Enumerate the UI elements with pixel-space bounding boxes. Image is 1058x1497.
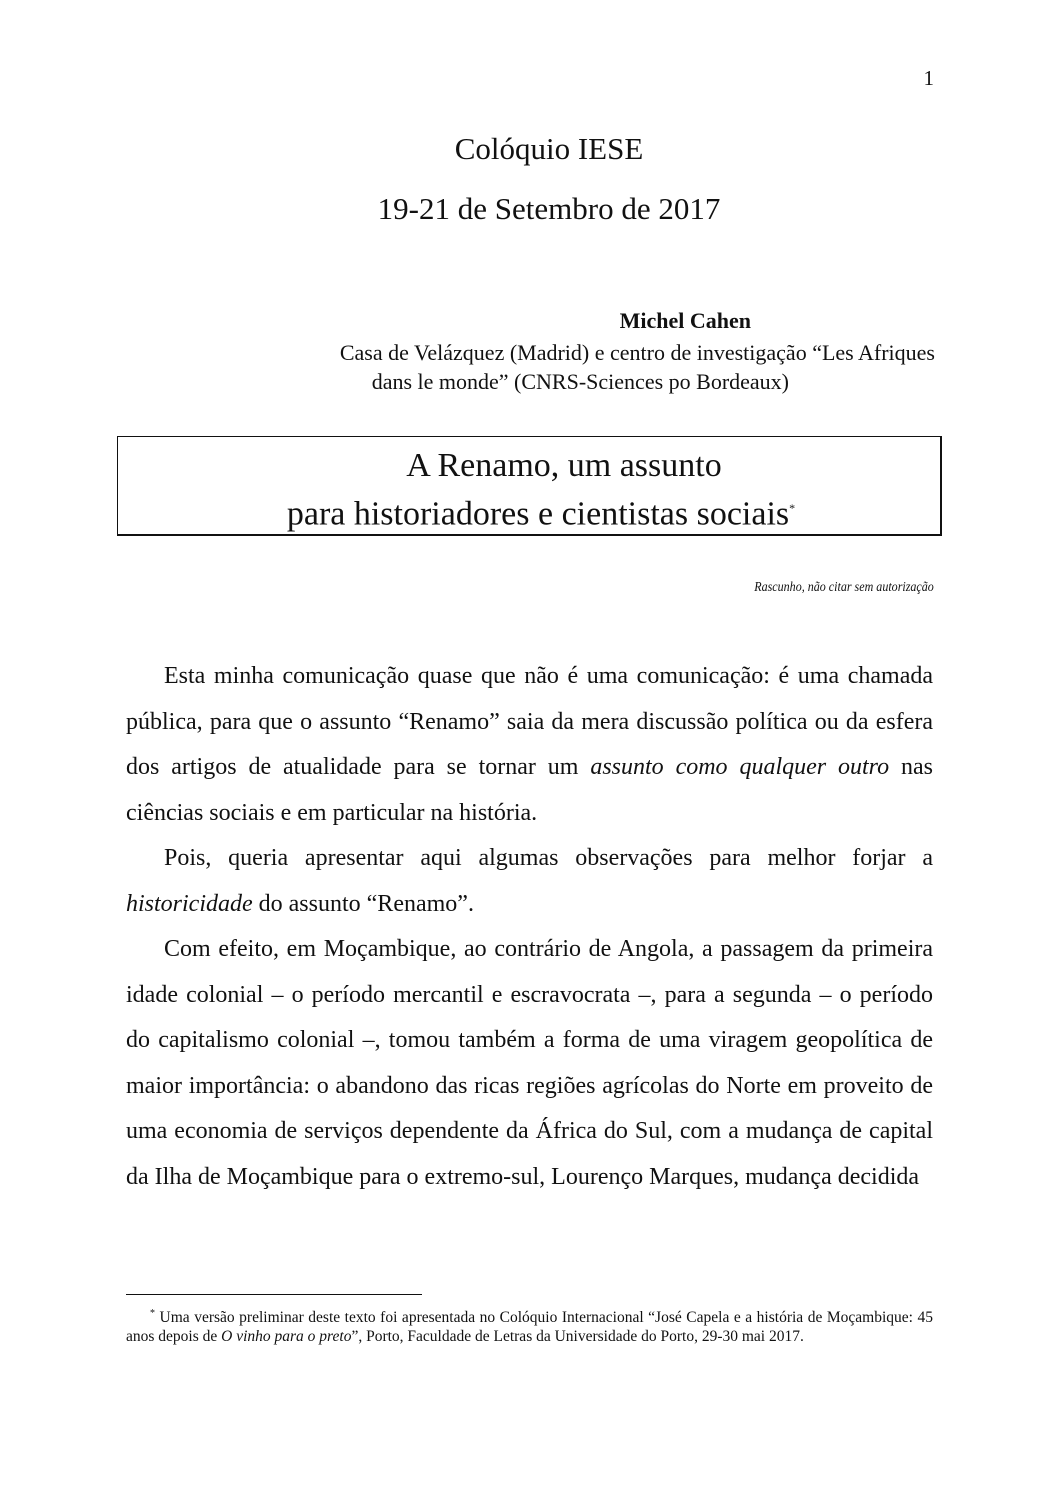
paragraph-1 xyxy=(126,654,933,836)
paragraph-1-text-b: nas ciências sociais e em particular na história. xyxy=(126,754,934,826)
paper-title-line1: A Renamo, um assunto xyxy=(406,447,722,484)
body-text xyxy=(126,654,933,1200)
paragraph-1-emphasis: assunto como qualquer outro xyxy=(590,754,890,780)
footnote xyxy=(126,1304,933,1346)
footnote-text xyxy=(126,1304,933,1346)
paper-title-line2-text: para historiadores e cientistas sociais xyxy=(286,495,790,533)
footnote-divider xyxy=(126,1294,422,1295)
paper-title-box xyxy=(117,436,942,536)
draft-note: Rascunho, não citar sem autorização xyxy=(754,580,934,595)
title-footnote-marker[interactable]: * xyxy=(789,501,796,515)
author-affiliation-line1: Casa de Velázquez (Madrid) e centro de investigação “Les Afriques xyxy=(339,340,935,365)
footnote-text-a: Uma versão preliminar deste texto foi apresentada no Colóquio Internacional “José Capela e a história de Moçambique: 45 anos depois de xyxy=(126,1309,933,1346)
author-block xyxy=(120,306,935,396)
paragraph-2-emphasis: historicidade xyxy=(126,890,253,917)
footnote-text-b: ”, Porto, Faculdade de Letras da Universidade do Porto, 29-30 mai 2017. xyxy=(351,1328,804,1346)
paragraph-2-text-a: Pois, queria apresentar aqui algumas observações para melhor forjar a xyxy=(164,845,933,871)
paragraph-3: Com efeito, em Moçambique, ao contrário de Angola, a passagem da primeira idade colonial – o período mercantil e escravocrata –, para a segunda – o período do capitalismo colonial –, tomou também a forma de uma viragem geopolítica de maior importância: o abandono das ricas regiões agrícolas do Norte em proveito de uma economia de serviços dependente da África do Sul, com a mudança de capital da Ilha de Moçambique para o extremo-sul, Lourenço Marques, mudança decidida xyxy=(126,936,933,1190)
conference-title: Colóquio IESE xyxy=(454,131,644,166)
paragraph-2 xyxy=(126,836,933,927)
page-number: 1 xyxy=(923,66,934,90)
paragraph-2-text-b: do assunto “Renamo”. xyxy=(252,890,474,917)
author-name: Michel Cahen xyxy=(619,308,751,333)
author-affiliation-line2: dans le monde” (CNRS-Sciences po Bordeaux) xyxy=(371,369,789,394)
paragraph-1-text-a: Esta minha comunicação quase que não é uma comunicação: é uma chamada pública, para que o assunto “Renamo” saia da mera discussão política ou da esfera dos artigos de atualidade para se tornar um xyxy=(126,663,933,780)
paper-title-line2 xyxy=(118,487,940,535)
footnote-emphasis: O vinho para o preto xyxy=(221,1328,352,1346)
conference-date: 19-21 de Setembro de 2017 xyxy=(377,191,721,226)
footnote-marker: * xyxy=(150,1308,155,1319)
